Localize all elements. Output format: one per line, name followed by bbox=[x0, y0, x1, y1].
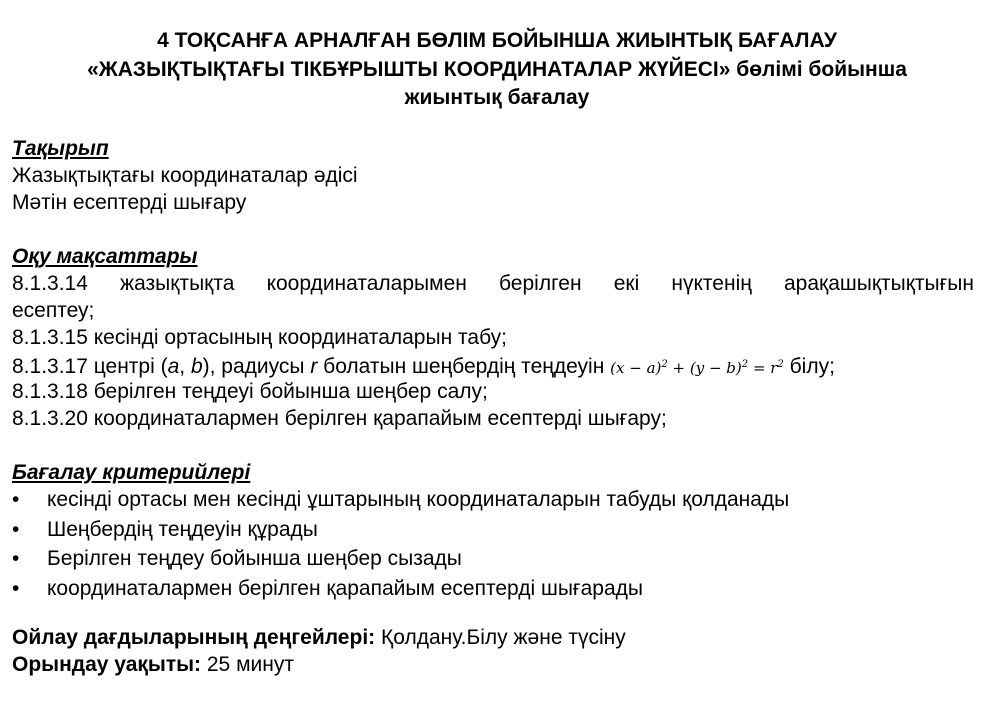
circle-equation-formula: $(x - a)^2 + (y - b)^2 = r^2$ bbox=[610, 359, 784, 377]
document-title bbox=[0, 27, 994, 113]
topic-item: Жазықтықтағы координаталар әдісі bbox=[12, 164, 358, 187]
bullet-icon: • bbox=[12, 547, 20, 570]
bullet-icon: • bbox=[12, 488, 20, 511]
objective-item-2: 8.1.3.15 кесінді ортасының координаталарын табу; bbox=[12, 326, 507, 349]
duration-label: Орындау уақыты: bbox=[12, 653, 202, 676]
topic-item: Мәтін есептерді шығару bbox=[12, 191, 247, 214]
criteria-list-item: • кесінді ортасы мен кесінді ұштарының координаталарын табуды қолданады bbox=[12, 486, 974, 516]
criteria-heading: Бағалау критерийлері bbox=[12, 461, 251, 484]
thinking-skills-value: Қолдану.Білу және түсіну bbox=[375, 626, 626, 649]
title-line-1: 4 ТОҚСАНҒА АРНАЛҒАН БӨЛІМ БОЙЫНША ЖИЫНТЫҚ БАҒАЛАУ bbox=[157, 29, 837, 52]
thinking-skills-label: Ойлау дағдыларының деңгейлері: bbox=[12, 626, 376, 649]
duration-line bbox=[12, 651, 974, 678]
thinking-skills-line bbox=[12, 624, 974, 651]
topic-heading: Тақырып bbox=[12, 137, 109, 160]
objective-item-3: 8.1.3.17 центрі (a, b), радиусы r болатын шеңбердің теңдеуін $(x - a)^2 + (y - b)^2 = r^2$ білу; bbox=[12, 355, 835, 378]
bullet-icon: • bbox=[12, 576, 20, 600]
title-line-3: жиынтық бағалау bbox=[404, 86, 590, 109]
objective-item-1-line-2: есептеу; bbox=[12, 299, 95, 322]
document-body bbox=[12, 135, 974, 678]
criteria-list-item: • Шеңбердің теңдеуін құрады bbox=[12, 516, 974, 546]
bullet-icon: • bbox=[12, 517, 20, 541]
title-line-2: «ЖАЗЫҚТЫҚТАҒЫ ТІКБҰРЫШТЫ КООРДИНАТАЛАР ЖҮЙЕСІ» бөлімі бойынша bbox=[87, 57, 907, 81]
criteria-list-item: • координаталармен берілген қарапайым есептерді шығарады bbox=[12, 575, 974, 605]
objective-item-4: 8.1.3.18 берілген теңдеуі бойынша шеңбер салу; bbox=[12, 380, 488, 403]
objectives-heading: Оқу мақсаттары bbox=[12, 245, 198, 268]
objective-item-5: 8.1.3.20 координаталармен берілген қарапайым есептерді шығару; bbox=[12, 407, 667, 430]
objective-item-1-line-1: 8.1.3.14 жазықтықта координаталарымен берілген екі нүктенің арақашықтықтығын bbox=[12, 272, 974, 295]
criteria-list-item: • Берілген теңдеу бойынша шеңбер сызады bbox=[12, 545, 974, 575]
duration-value: 25 минут bbox=[201, 653, 294, 676]
